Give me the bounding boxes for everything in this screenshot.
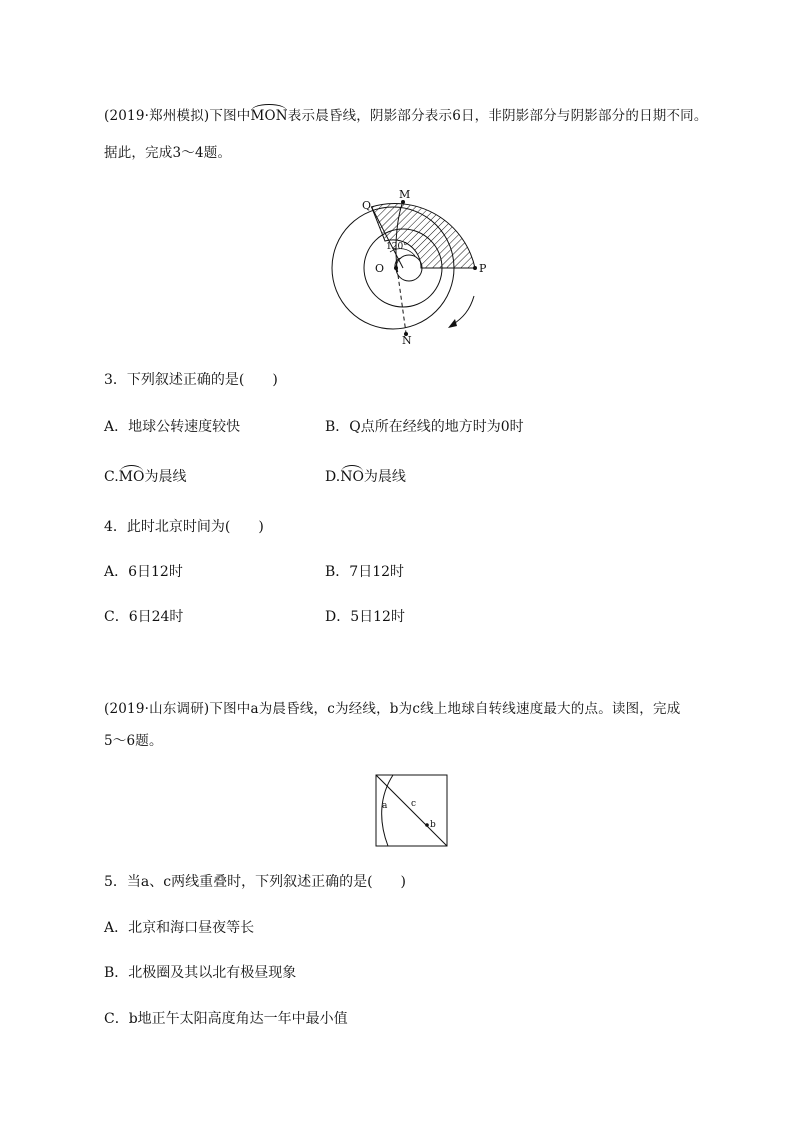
option-prefix: C.	[104, 469, 119, 485]
q5-option-c[interactable]: C．b地正午太阳高度角达一年中最小值	[104, 1011, 348, 1027]
label-a: a	[382, 801, 388, 811]
label-b: b	[430, 820, 436, 830]
dashed-line-on	[397, 268, 406, 333]
section1-intro-line2: 据此，完成3～4题。	[104, 145, 232, 161]
shaded-sector	[372, 203, 476, 268]
q4-option-d[interactable]: D．5日12时	[325, 609, 405, 625]
intro-text: 表示晨昏线，阴影部分表示6日，非阴影部分与阴影部分的日期不同。	[287, 108, 708, 124]
section2-intro-line1: (2019·山东调研)下图中a为晨昏线，c为经线，b为c线上地球自转线速度最大的点。读图，完成	[104, 701, 681, 717]
arc-mo: MO	[118, 469, 145, 485]
q5-option-b[interactable]: B．北极圈及其以北有极昼现象	[104, 965, 297, 981]
q4-option-c[interactable]: C．6日24时	[104, 609, 184, 625]
option-text: 为晨线	[363, 469, 406, 485]
point-o	[394, 266, 398, 270]
q3-option-a[interactable]: A．地球公转速度较快	[104, 419, 241, 435]
q5-option-a[interactable]: A．北京和海口昼夜等长	[104, 920, 255, 936]
arc-mon: MON	[250, 108, 288, 124]
label-n: N	[402, 334, 412, 347]
q3-option-d[interactable]	[325, 468, 406, 486]
q3-stem: 3．下列叙述正确的是( )	[104, 372, 278, 388]
label-c: c	[411, 799, 417, 809]
q3-option-c[interactable]	[104, 468, 186, 486]
label-q: Q	[362, 199, 372, 212]
option-prefix: D.	[325, 469, 341, 485]
section1-intro-line1	[104, 107, 708, 125]
arrow-head	[448, 319, 457, 328]
label-m: M	[399, 188, 411, 201]
inner-circle	[396, 255, 422, 281]
label-p: P	[479, 262, 487, 275]
arc-no: NO	[340, 469, 364, 485]
q4-stem: 4．此时北京时间为( )	[104, 519, 264, 535]
label-angle: 120°	[386, 242, 408, 252]
q4-option-b[interactable]: B．7日12时	[325, 564, 405, 580]
polar-diagram	[330, 180, 500, 350]
intro-text: (2019·郑州模拟)下图中	[104, 108, 251, 124]
label-o: O	[375, 262, 385, 275]
q3-option-b[interactable]: B．Q点所在经线的地方时为0时	[325, 419, 524, 435]
q5-stem: 5．当a、c两线重叠时，下列叙述正确的是( )	[104, 874, 407, 890]
point-p	[473, 266, 477, 270]
square-diagram	[370, 770, 452, 852]
section2-intro-line2: 5～6题。	[104, 733, 163, 749]
q4-option-a[interactable]: A．6日12时	[104, 564, 183, 580]
point-b	[425, 823, 429, 827]
option-text: 为晨线	[144, 469, 187, 485]
